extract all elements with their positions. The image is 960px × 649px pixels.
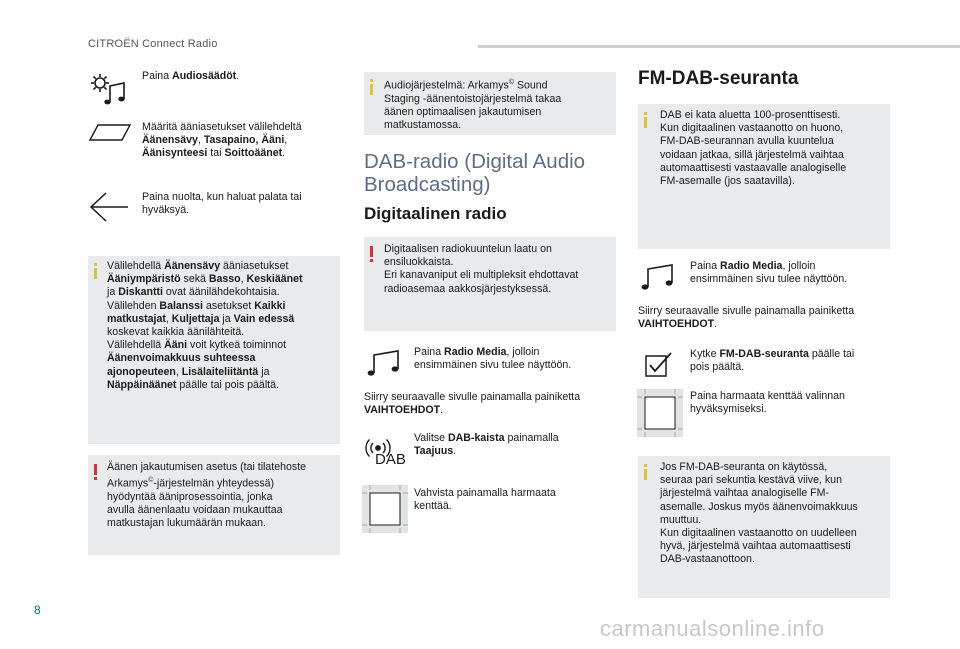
step-back: Paina nuolta, kun haluat palata tai hyväksyä. bbox=[142, 191, 302, 217]
dab-icon-label: DAB bbox=[375, 451, 406, 468]
info-text-tone-settings: Välilehdellä Äänensävy ääniasetukset Ääniympäristö sekä Basso, Keskiäänet ja Diskantti ovat äänilähdekohtaisia. Välilehden Balanssi asetukset Kaikki matkustajat, Kuljettaja ja Vain edessä koskevat kaikkia äänilähteitä. Välilehdellä Ääni voit kytkeä toiminnot Äänenvoimakkuus suhteessa ajonopeuteen, Lisälaiteliitäntä ja Näppäinäänet päälle tai pois päältä. bbox=[107, 260, 303, 391]
music-note-icon bbox=[640, 262, 676, 292]
section-title-fm-dab: FM-DAB-seuranta bbox=[638, 68, 799, 89]
step-next-page: Siirry seuraavalle sivulle painamalla painiketta VAIHTOEHDOT. bbox=[638, 305, 855, 331]
checkbox-icon bbox=[644, 350, 674, 378]
watermark: carmanualsonline.info bbox=[600, 616, 825, 641]
step-confirm-field: Paina harmaata kenttää valinnan hyväksymiseksi. bbox=[690, 390, 845, 416]
warning-text-sound-distribution: Äänen jakautumisen asetus (tai tilatehoste Arkamys©-järjestelmän yhteydessä) hyödyntää ääniprosessointia, jonka avulla äänenlaatu voidaan mukauttaa matkustajan lukumäärän mukaan. bbox=[107, 461, 307, 530]
warning-text-digital-quality: Digitaalisen radiokuuntelun laatu on ensiluokkaista. Eri kanavaniput eli multipleksit ehdottavat radioasemaa aakkosjärjestyksessä. bbox=[384, 243, 579, 295]
step-next-page: Siirry seuraavalle sivulle painamalla painiketta VAIHTOEHDOT. bbox=[364, 391, 581, 417]
audio-settings-icon bbox=[88, 72, 128, 108]
step-toggle-fm-dab: Kytke FM-DAB-seuranta päälle tai pois päältä. bbox=[690, 348, 855, 374]
tab-selector-icon bbox=[88, 122, 132, 142]
step-select-band: Valitse DAB-kaista painamalla Taajuus. bbox=[414, 432, 559, 458]
info-text-arkamys: Audiojärjestelmä: Arkamys© Sound Staging -äänentoistojärjestelmä takaa äänen optimaalisen jakautumisen matkustamossa. bbox=[384, 79, 562, 132]
section-title-dab: DAB-radio (Digital Audio Broadcasting) bbox=[364, 150, 586, 196]
grey-field-icon bbox=[362, 485, 408, 533]
header-rule bbox=[478, 45, 960, 48]
step-confirm-field: Vahvista painamalla harmaata kenttää. bbox=[414, 487, 556, 513]
step-audio-settings: Paina Audiosäädöt. bbox=[142, 70, 240, 82]
info-text-fm-dab: DAB ei kata aluetta 100-prosenttisesti. Kun digitaalinen vastaanotto on huono, FM-DAB-seurannan avulla kuuntelua voidaan jatkaa, sillä järjestelmä vaihtaa automaattisesti vastaavalle analogiselle FM-asemalle (jos saatavilla). bbox=[660, 109, 847, 188]
page-header-title: CITROËN Connect Radio bbox=[88, 38, 218, 50]
grey-field-icon bbox=[637, 389, 683, 437]
back-arrow-icon bbox=[88, 190, 130, 224]
page-number: 8 bbox=[34, 603, 41, 617]
step-radio-media: Paina Radio Media, jolloin ensimmäinen sivu tulee näyttöön. bbox=[690, 260, 848, 286]
subsection-title-digital-radio: Digitaalinen radio bbox=[364, 204, 507, 223]
info-text-fm-dab-delay: Jos FM-DAB-seuranta on käytössä, seuraa pari sekuntia kestävä viive, kun järjestelmä vaihtaa analogiselle FM- asemalle. Joskus myös äänenvoimakkuus muuttuu. Kun digitaalinen vastaanotto on uudelleen hyvä, järjestelmä vaihtaa automaattisesti DAB-vastaanottoon. bbox=[660, 461, 858, 566]
step-tabs: Määritä ääniasetukset välilehdeltä Äänensävy, Tasapaino, Ääni, Äänisynteesi tai Soittoäänet. bbox=[142, 121, 302, 160]
music-note-icon bbox=[366, 348, 402, 378]
step-radio-media: Paina Radio Media, jolloin ensimmäinen sivu tulee näyttöön. bbox=[414, 346, 572, 372]
